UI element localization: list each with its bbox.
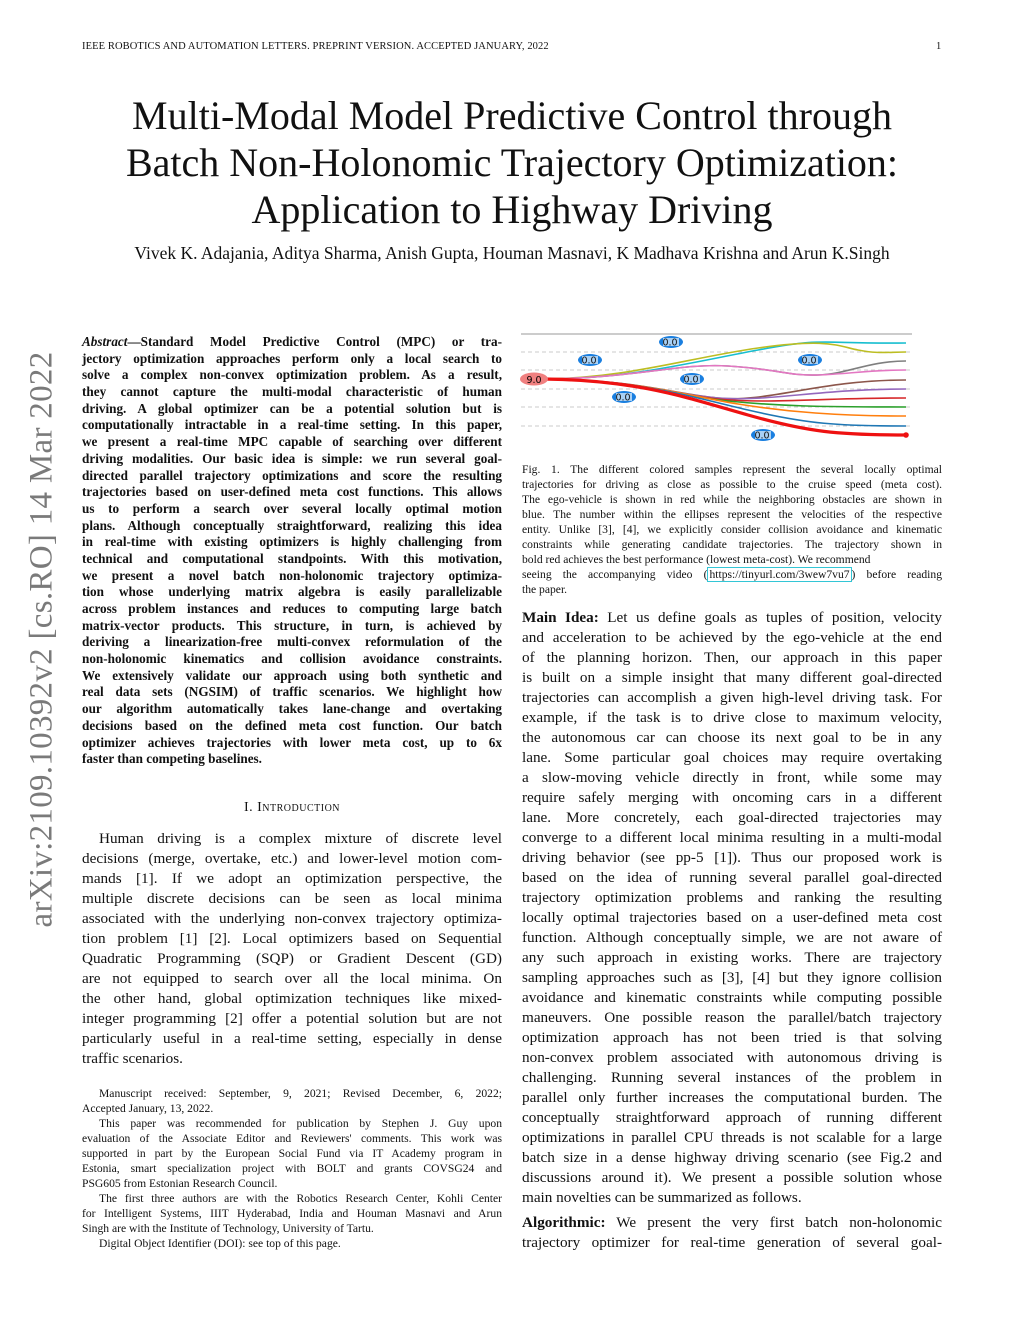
text-line: for Intelligent Systems, IIIT Hyderabad, India and Houman Masnavi and Arun [82,1207,502,1220]
text-line: bold red achieves the best performance (lowest meta-cost). We recommend [522,553,871,566]
text-line: directed parallel trajectory optimizations and score the resulting [82,467,502,483]
text-line: maneuvers. One possible reason the parallel/batch trajectory [522,1009,942,1026]
text-line: computationally intractable in a real-time setting. In this paper, [82,417,502,433]
abstract [82,334,502,768]
text-line: we present a novel batch non-holonomic trajectory optimiza- [82,567,502,583]
caption-line [522,567,942,582]
page-number: 1 [936,41,942,52]
text-line: conceptually straightforward approach of running different [522,1109,942,1126]
caption-body [522,462,942,567]
trajectory-pink [544,366,906,379]
goal-point [903,432,909,438]
text-line: optimization approach has not been tried is that solving [522,1029,942,1046]
text-line: avoidance and kinematic constraints while computing possible [522,989,942,1006]
text-line: example, if the task is to drive close to maximum velocity, [522,709,942,726]
text-line: non-holonomic kinematics and collision avoidance constraints. [82,651,502,667]
text-line: PSG605 from Estonian Research Council. [82,1177,278,1190]
text-line: driving behavior (see pp-5 [1]). Thus our proposed work is [522,849,942,866]
obstacle-vehicle [798,354,822,367]
text-line: technical and computational standpoints. With this motivation, [82,550,502,566]
text-line: of the planning horizon. Then, our approach in this paper [522,649,942,666]
text-line: us to perform a search over several locally optimal motion [82,500,502,516]
text-line: multiple discrete decisions can be seen as local minima [82,890,502,907]
figure-trajectories [518,328,918,448]
text-line: Human driving is a complex mixture of discrete level [99,830,502,847]
abstract-body [82,351,502,768]
text-line: trajectories based on user-defined meta cost functions. This allows [82,484,502,500]
text-line: trajectories can accomplish a given high-level driving task. For [522,689,942,706]
text-line: The ego-vehicle is shown in red while the neighboring obstacles are shown in [522,493,942,506]
text-line: plans. Although conceptually straightforward, realizing this idea [82,517,502,533]
svg-text:0.0: 0.0 [801,355,817,367]
title-line: Batch Non-Holonomic Trajectory Optimization: [125,140,899,185]
text-line: evaluation of the Associate Editor and Reviewers' comments. This work was [82,1132,502,1145]
footnote-doi [82,1236,502,1251]
abstract-line [82,334,502,351]
caption-text: seeing the accompanying video ( [522,568,708,581]
text-line: batch size in a dense highway driving scenario (see Fig.2 and [522,1149,942,1166]
algorithmic-body [522,1233,942,1253]
text-line: tion problem [1] [2]. Local optimizers based on Sequential [82,930,502,947]
text-line: function. Although conceptually simple, we are not aware of [522,929,942,946]
text-line: Singh are with the Institute of Technology, University of Tartu. [82,1222,374,1235]
text-line: decisions (merge, overtake, etc.) and lower-level motion com- [82,850,502,867]
text-line: lane. Some particular goal choices may require overtaking [522,749,942,766]
abstract-text: —Standard Model Predictive Control (MPC) or tra- [127,334,502,349]
section-heading-introduction: I. Introduction [243,800,341,815]
text-line: entity. Unlike [3], [4], we explicitly consider collision avoidance and kinematic [522,523,942,536]
text-line: are not equipped to search over all the local minima. On [82,970,502,987]
text-line: trajectory optimizer for real-time generation of several goal- [522,1234,942,1251]
text-line: Quadratic Programming (SQP) or Gradient Descent (GD) [82,950,502,967]
trajectory-orange [544,379,906,416]
text-line: particularly useful in a real-time setting, especially in dense [82,1030,502,1047]
paragraph-text: Let us define goals as tuples of position, velocity [598,609,942,626]
figure-caption [522,462,942,597]
text-line: faster than competing baselines. [82,751,262,767]
ego-velocity-label: 9.0 [526,375,542,386]
text-line: the other hand, global optimization techniques like mixed- [82,990,502,1007]
text-line: trajectories for driving as close as possible to the cruise speed (meta cost). [522,478,942,491]
text-line: based on the idea of running several parallel goal-directed [522,869,942,886]
text-line: This paper was recommended for publication by Stephen J. Guy upon [99,1117,502,1130]
paragraph-text: We present the very first batch non-holonomic [605,1214,942,1231]
text-line: The first three authors are with the Robotics Research Center, Kohli Center [99,1192,502,1205]
title-line: Application to Highway Driving [251,187,773,232]
ego-vehicle [520,373,548,387]
svg-text:0.0: 0.0 [581,355,597,367]
svg-text:0.0: 0.0 [754,430,770,442]
authors: Vivek K. Adajania, Aditya Sharma, Anish Gupta, Houman Masnavi, K Madhava Krishna and Arun K.Singh [134,243,890,263]
text-line: Accepted January, 13, 2022. [82,1102,214,1115]
title-line: Multi-Modal Model Predictive Control through [132,93,892,138]
text-line: decisions based on the defined meta cost function. Our batch [82,717,502,733]
text-line: optimizations in parallel CPU threads is not scalable for a large [522,1129,942,1146]
paper-title [60,92,964,233]
arxiv-identifier: arXiv:2109.10392v2 [cs.RO] 14 Mar 2022 [23,351,60,928]
running-header: IEEE ROBOTICS AND AUTOMATION LETTERS. PREPRINT VERSION. ACCEPTED JANUARY, 2022 [82,41,549,52]
text-line: they cannot capture the multi-modal characteristic of human [82,384,502,400]
footnote-funding [82,1116,502,1191]
text-line: converge to a different local minima resulting in a multi-modal [522,829,942,846]
text-line: driving modalities. Our basic idea is simple: we run several goal- [82,450,502,466]
obstacle-vehicle [612,391,636,404]
svg-text:0.0: 0.0 [683,374,699,386]
text-line: blue. The number within the ellipses represent the velocities of the respective [522,508,942,521]
text-line: jectory optimization approaches perform only a local search to [82,350,502,366]
footnotes [82,1086,502,1251]
caption-text: ) before reading [851,568,942,581]
text-line: sampling approaches such as [3], [4] but they ignore collision [522,969,942,986]
paragraph-line [522,608,942,628]
caption-line: the paper. [522,583,568,596]
text-line: deriving a linearization-free multi-convex reformulation of the [82,634,502,650]
text-line: traffic scenarios. [82,1050,183,1067]
video-link[interactable]: https://tinyurl.com/3wew7vu7 [709,568,850,581]
text-line: the autonomous car can choose its next goal to be in any [522,729,942,746]
svg-text:0.0: 0.0 [615,392,631,404]
text-line: in real-time with existing optimizers is highly challenging from [82,534,502,550]
text-line: Digital Object Identifier (DOI): see top of this page. [99,1237,341,1250]
text-line: lane. More concretely, each goal-directed trajectories may [522,809,942,826]
abstract-label: Abstract [82,334,128,349]
obstacle-vehicle [578,354,602,367]
main-idea-paragraph [522,608,942,1253]
text-line: driving. A global optimizer can be a potential solution but is [82,400,502,416]
text-line: tion whose underlying matrix algebra is easily parallelizable [82,584,502,600]
text-line: require safely merging with oncoming cars in a different [522,789,942,806]
text-line: supported in part by the European Social Fund via IT Academy program in [82,1147,502,1160]
text-line: non-convex problem associated with autonomous driving is [522,1049,942,1066]
text-line: Manuscript received: September, 9, 2021; Revised December, 6, 2022; [99,1087,502,1100]
paragraph-line [522,1213,942,1233]
introduction-paragraph [82,829,502,1069]
main-idea-body [522,628,942,1208]
text-line: any such approach in existing works. There are trajectory [522,949,942,966]
text-line: trajectory optimization problems and ranking the resulting [522,889,942,906]
text-line: across problem instances and reduces to computing large batch [82,601,502,616]
text-line: real data sets (NGSIM) of traffic scenarios. We highlight how [82,684,502,700]
footnote-received [82,1086,502,1116]
text-line: we present a real-time MPC capable of searching over different [82,434,502,450]
text-line: and acceleration to be achieved by the ego-vehicle at the end [522,629,942,646]
obstacle-vehicle [680,373,704,386]
text-line: parallel only further increases the computational burden. The [522,1089,942,1106]
text-line: challenging. Running several instances of the problem in [522,1069,942,1086]
text-line: constraints while generating candidate trajectories. The trajectory shown in [522,538,942,551]
svg-text:0.0: 0.0 [662,337,678,349]
text-line: solve a complex non-convex optimization problem. As a result, [82,367,502,383]
text-line: mands [1]. If we adopt an optimization perspective, the [82,870,502,887]
main-idea-label: Main Idea: [522,609,599,626]
algorithmic-label: Algorithmic: [522,1214,606,1231]
text-line: We extensively validate our approach using both synthetic and [82,667,502,683]
obstacle-vehicle [659,336,683,349]
text-line: matrix-vector products. This structure, in turn, is achieved by [82,617,502,633]
text-line: locally optimal trajectories based on a user-defined meta cost [522,909,942,926]
text-line: Fig. 1. The different colored samples represent the several locally optimal [522,463,942,476]
obstacle-vehicle [751,429,775,442]
text-line: is built on a simple insight that many different goal-directed [522,669,942,686]
text-line: optimizer achieves trajectories with lower meta cost, up to 6x [82,734,502,750]
text-line: main novelties can be summarized as follows. [522,1189,802,1206]
text-line: our algorithm automatically takes lane-change and overtaking [82,701,502,717]
text-line: Estonia, smart specialization project with BOLT and grants COVSG24 and [82,1162,502,1175]
text-line: associated with the underlying non-convex trajectory optimiza- [82,910,502,927]
text-line: discussions around it). We present a possible solution whose [522,1169,942,1186]
text-line: a slow-moving vehicle directly in front, while some may [522,769,942,786]
footnote-affiliations [82,1191,502,1236]
text-line: integer programming [2] offer a potential solution but are not [82,1010,502,1027]
